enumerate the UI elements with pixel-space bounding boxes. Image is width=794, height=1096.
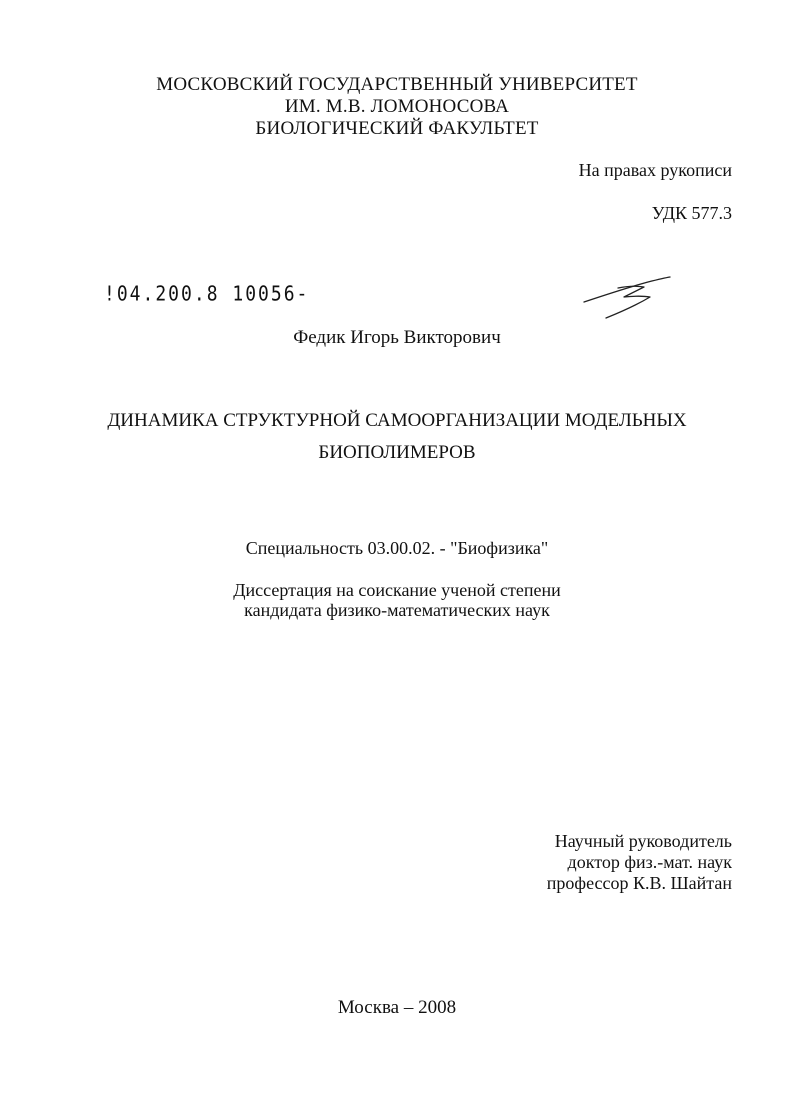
city-year: Москва – 2008 <box>337 997 457 1018</box>
dissertation-title-line-2: БИОПОЛИМЕРОВ <box>318 442 476 463</box>
supervisor-role: Научный руководитель <box>554 831 732 851</box>
supervisor-name: профессор К.В. Шайтан <box>546 873 732 893</box>
degree-line-1: Диссертация на соискание ученой степени <box>233 580 561 600</box>
handwritten-signature <box>578 270 678 322</box>
specialty: Специальность 03.00.02. - "Биофизика" <box>245 538 549 558</box>
author-name: Федик Игорь Викторович <box>293 327 501 348</box>
supervisor-degree: доктор физ.-мат. наук <box>567 852 732 872</box>
rights-notice: На правах рукописи <box>578 160 732 180</box>
faculty-name: БИОЛОГИЧЕСКИЙ ФАКУЛЬТЕТ <box>255 118 539 139</box>
dissertation-title-line-1: ДИНАМИКА СТРУКТУРНОЙ САМООРГАНИЗАЦИИ МОДЕЛЬНЫХ <box>107 410 687 431</box>
institution-subtitle: ИМ. М.В. ЛОМОНОСОВА <box>284 96 510 117</box>
degree-line-2: кандидата физико-математических наук <box>244 600 550 620</box>
institution-name: МОСКОВСКИЙ ГОСУДАРСТВЕННЫЙ УНИВЕРСИТЕТ <box>156 74 638 95</box>
library-stamp-number: !04.200.8 10056- <box>104 282 310 307</box>
udc-code: УДК 577.3 <box>651 203 732 223</box>
